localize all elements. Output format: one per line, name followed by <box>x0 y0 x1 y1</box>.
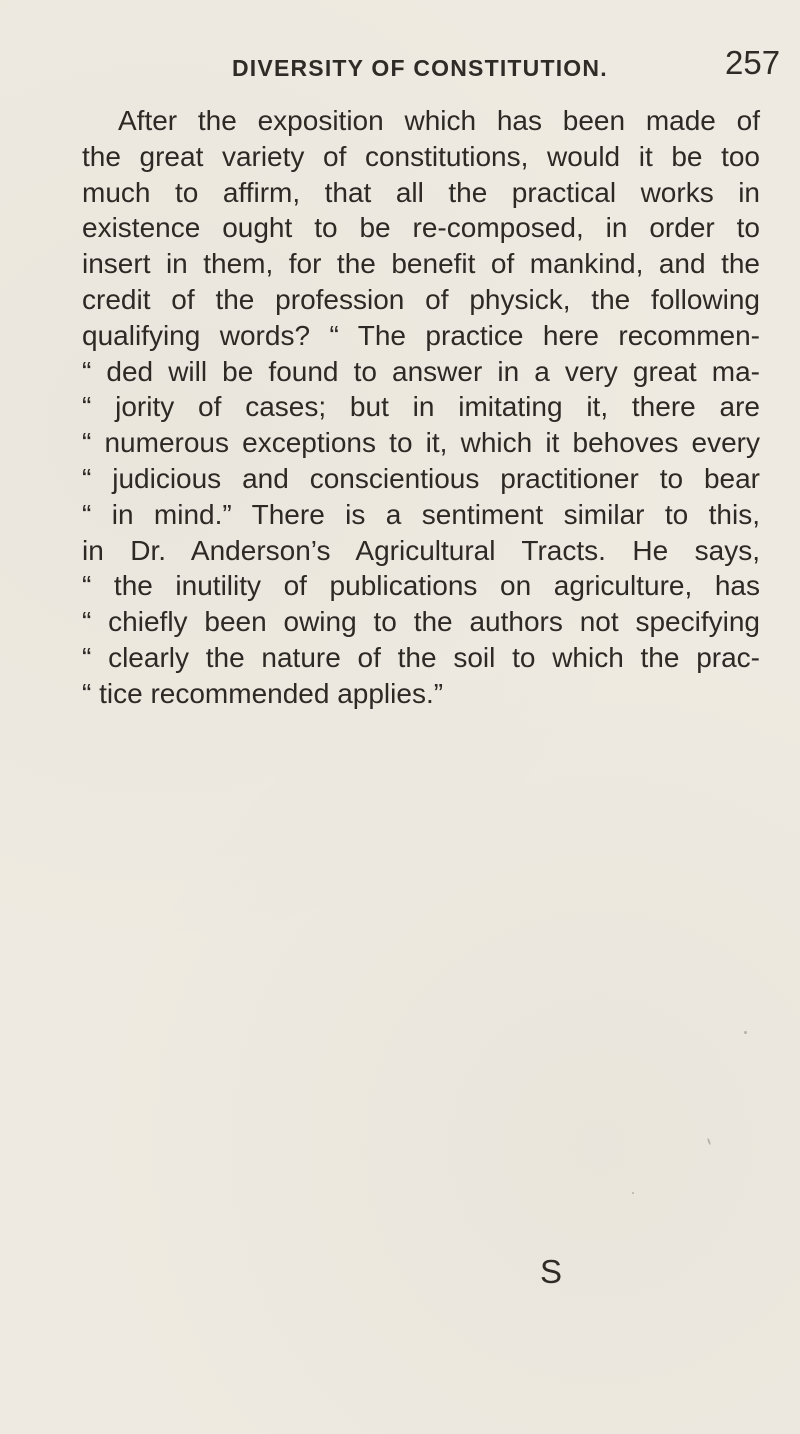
text-line: “ jority of cases; but in imitating it, there are <box>82 391 760 423</box>
text-line: “ the inutility of publications on agriculture, has <box>82 570 760 602</box>
text-line: “ chiefly been owing to the authors not specifying <box>82 606 760 638</box>
text-line: “ judicious and conscientious practitioner to bear <box>82 462 760 494</box>
text-line: “ ded will be found to answer in a very great ma- <box>82 355 760 387</box>
text-line: “ in mind.” There is a sentiment similar to this, <box>82 498 760 530</box>
paper-speck <box>744 1031 747 1034</box>
text-line: in Dr. Anderson’s Agricultural Tracts. He says, <box>82 534 760 566</box>
text-line: “ tice recommended applies.” <box>82 677 444 709</box>
text-line: existence ought to be re-composed, in order to <box>82 212 760 244</box>
text-line: qualifying words? “ The practice here recommen- <box>82 319 760 351</box>
text-line: credit of the profession of physick, the following <box>82 283 760 315</box>
text-line: “ clearly the nature of the soil to which the prac- <box>82 641 760 673</box>
text-line: insert in them, for the benefit of mankind, and the <box>82 248 760 280</box>
text-line: “ numerous exceptions to it, which it behoves every <box>82 427 760 459</box>
running-head: DIVERSITY OF CONSTITUTION. <box>232 55 608 81</box>
body-paragraph <box>82 103 760 712</box>
text-line: the great variety of constitutions, would it be too <box>82 140 760 172</box>
paper-speck <box>632 1192 634 1194</box>
paper-speck <box>707 1138 711 1145</box>
text-line: After the exposition which has been made of <box>118 105 760 136</box>
page-number: 257 <box>725 44 781 81</box>
text-line: much to affirm, that all the practical works in <box>82 176 760 208</box>
signature-mark: S <box>540 1253 563 1290</box>
